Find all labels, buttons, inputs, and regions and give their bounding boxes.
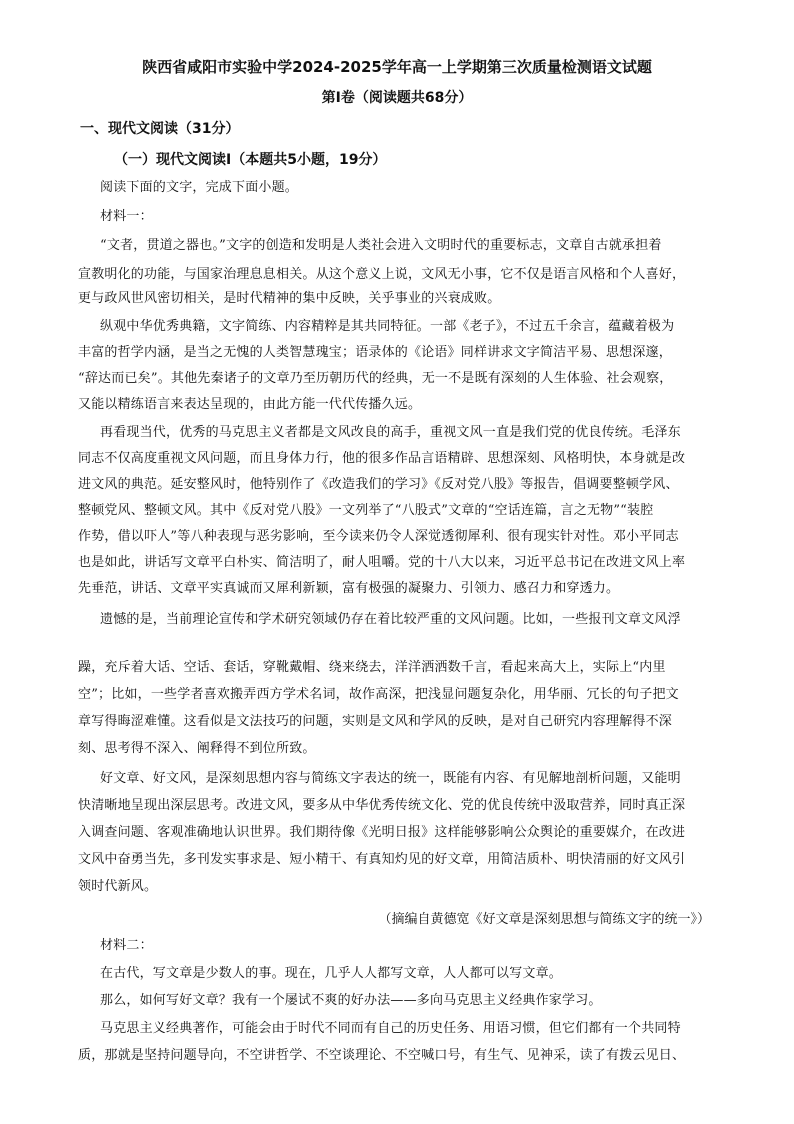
paragraph-line: 快清晰地呈现出深层思考。改进文风，要多从中华优秀传统文化、党的优良传统中汲取营养，同时真正深 [78,798,686,813]
paragraph-line: 纵观中华优秀典籍，文字简练、内容精粹是其共同特征。一部《老子》，不过五千余言，蕴藏着极为 [100,319,675,334]
material-label: 材料一： [100,209,153,224]
paragraph-line: 丰富的哲学内涵，是当之无愧的人类智慧瑰宝；语录体的《论语》同样讲求文字简洁平易、思想深邃， [78,345,673,360]
section-heading: 一、现代文阅读（31分） [80,121,240,137]
paragraph-line: 整顿党风、整顿文风。其中《反对党八股》一文列举了“八股式”文章的“空话连篇，言之无物”“装腔 [78,503,654,518]
paragraph-line: 先垂范，讲话、文章平实真诚而又犀利新颖，富有极强的凝聚力、引领力、感召力和穿透力。 [78,581,620,596]
paragraph-line: 躁，充斥着大话、空话、套话，穿靴戴帽、绕来绕去，洋洋洒洒数千言，看起来高大上，实际上“内里 [78,660,666,675]
paragraph-line: 再看现当代，优秀的马克思主义者都是文风改良的高手，重视文风一直是我们党的优良传统。毛泽东 [100,425,681,440]
paragraph-line: “文者，贯道之器也。”文字的创造和发明是人类社会进入文明时代的重要标志，文章自古就承担着 [100,238,662,253]
paragraph-line: 那么，如何写好文章？我有一个屡试不爽的好办法——多向马克思主义经典作家学习。 [100,993,602,1008]
paragraph-line: 章写得晦涩难懂。这看似是文法技巧的问题，实则是文风和学风的反映，是对自己研究内容理解得不深 [78,714,673,729]
paragraph-line: 也是如此，讲话写文章平白朴实、简洁明了，耐人咀嚼。党的十八大以来，习近平总书记在改进文风上率 [78,555,686,570]
paragraph-line: 作势，借以吓人”等八种表现与恶劣影响，至今读来仍令人深觉透彻犀利、很有现实针对性。邓小平同志 [78,529,679,544]
paragraph-line: “辞达而已矣”。其他先秦诸子的文章乃至历朝历代的经典，无一不是既有深刻的人生体验、社会观察， [78,371,673,386]
paragraph-line: 入调查问题、客观准确地认识世界。我们期待像《光明日报》这样能够影响公众舆论的重要媒介，在改进 [78,825,686,840]
paragraph-line: 马克思主义经典著作，可能会由于时代不同而有自己的历史任务、用语习惯，但它们都有一个共同特 [100,1021,681,1036]
material-label: 材料二： [100,938,153,953]
source-citation: （摘编自黄德宽《好文章是深刻思想与简练文字的统一》） [378,912,710,927]
paragraph-line: 宣教明化的功能，与国家治理息息相关。从这个意义上说，文风无小事，它不仅是语言风格和个人喜好， [78,267,686,282]
paragraph-line: 进文风的典范。延安整风时，他特别作了《改造我们的学习》《反对党八股》等报告，倡调要整顿学风、 [78,477,679,492]
paragraph-line: 又能以精练语言来表达呈现的，由此方能一代代传播久远。 [78,397,422,412]
paragraph-line: 文风中奋勇当先，多刊发实事求是、短小精干、有真知灼见的好文章，用简洁质朴、明快清丽的好文风引 [78,852,686,867]
paragraph-line: 领时代新风。 [78,879,158,894]
paragraph-line: 刻、思考得不深入、阐释得不到位所致。 [78,741,316,756]
paper-subtitle: 第Ⅰ卷（阅读题共68分） [321,90,473,106]
paragraph-line: 好文章、好文风，是深刻思想内容与简练文字表达的统一，既能有内容、有见解地剖析问题，又能明 [100,771,681,786]
paragraph-line: 质，那就是坚持问题导向，不空讲哲学、不空谈理论、不空喊口号，有生气、见神采，读了有拨云见日、 [78,1048,686,1063]
instruction-text: 阅读下面的文字，完成下面小题。 [100,180,299,195]
paragraph-line: 同志不仅高度重视文风问题，而且身体力行，他的很多作品言语精辟、思想深刻、风格明快，本身就是改 [78,451,686,466]
paragraph-line: 遗憾的是，当前理论宣传和学术研究领域仍存在着比较严重的文风问题。比如，一些报刊文章文风浮 [100,612,681,627]
paragraph-line: 在古代，写文章是少数人的事。现在，几乎人人都写文章，人人都可以写文章。 [100,966,563,981]
subsection-heading: （一）现代文阅读Ⅰ（本题共5小题，19分） [114,152,387,168]
paragraph-line: 空”；比如，一些学者喜欢搬弄西方学术名词，故作高深，把浅显问题复杂化，用华丽、冗长的句子把文 [78,687,679,702]
document-title: 陕西省咸阳市实验中学2024-2025学年高一上学期第三次质量检测语文试题 [142,58,652,76]
paragraph-line: 更与政风世风密切相关，是时代精神的集中反映，关乎事业的兴衰成败。 [78,291,501,306]
